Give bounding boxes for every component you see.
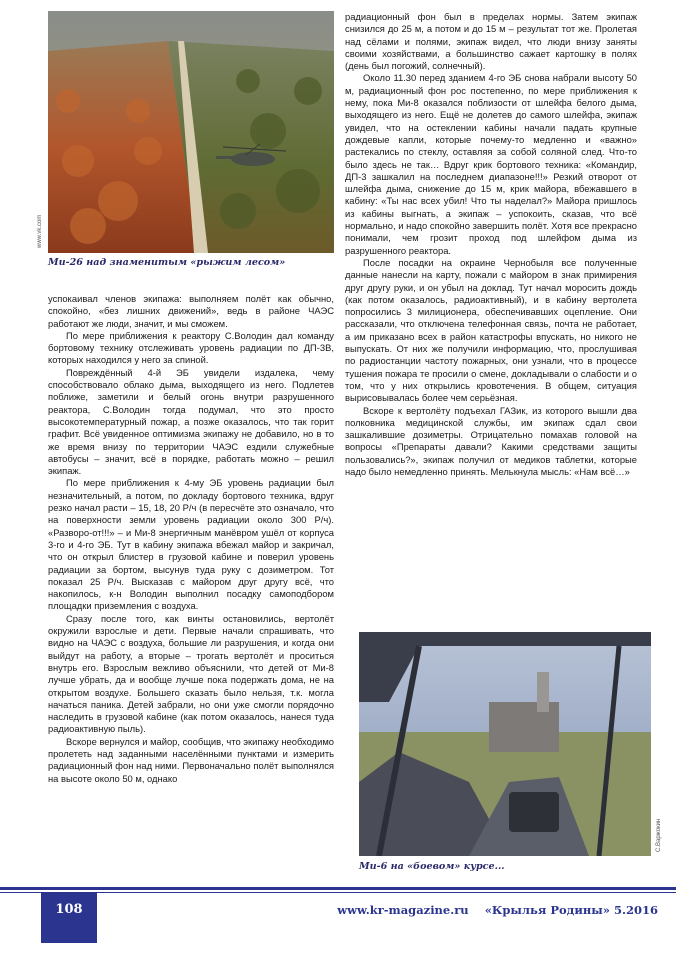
site-link[interactable]: www.kr-magazine.ru [337, 903, 469, 917]
paragraph: Вскоре к вертолёту подъехал ГАЗик, из которого вышли два полковника медицинской службы, им экипаж сдал свои зашкалившие дозиметры. Отрицательно помахав головой на вопросы «Препараты давали? Какими средствами защиты пользовались?», экипаж получил от медиков таблетки, которые надо было немедленно принять. Мелькнула мысль: «Нам всё…» [345, 404, 637, 477]
footer-masthead [337, 903, 658, 917]
magazine-issue: «Крылья Родины» 5.2016 [484, 903, 658, 917]
paragraph: По мере приближения к 4-му ЭБ уровень радиации был незначительный, а потом, по докладу бортового техника, вдруг резко начал расти – 15, 18, 20 Р/ч (в пересчёте это означало, что на поверхности земли уровень радиации около 300 Р/ч). «Разворо-от!!!» – и Ми-8 энергичным манёвром ушёл от корпуса 3-го и 4-го ЭБ. Тут в кабину экипажа вбежал майор и закричал, что он открыл блистер в грузовой кабине и поверил уровень радиации за бортом, высунув туда руку с дозиметром. Тот показал 25 Р/ч. Высказав с майором друг другу всё, что накопилось, к-н Володин выполнил посадку самоподбором площадки приземления с воздуха. [48, 477, 334, 612]
paragraph: По мере приближения к реактору С.Володин дал команду бортовому технику отслеживать уровень радиации по ДП-3В, которых находился у него за спиной. [48, 329, 334, 366]
page-number-box [41, 893, 97, 943]
paragraph: радиационный фон был в пределах нормы. Затем экипаж снизился до 25 м, а потом и до 15 м – результат тот же. Пролетая над сёлами и полями, экипаж видел, что люди внизу заняты своими хозяйствами, а большинство сажает картошку в полях (день был погожий, солнечный). [345, 11, 637, 72]
paragraph: После посадки на окраине Чернобыля все полученные данные нанесли на карту, пожали с майором в знак примирения друг другу руки, и он убыл на доклад. Тут начал моросить дождь (как потом оказалось, радиоактивный), и в кабину вертолета попросились 3 милиционера, обеспечивавших оцепление. Они рассказали, что отключена телефонная связь, почта не работает, а им приказано всех в район катастрофы впускать, но никого не выпускать. От них же получили информацию, что, прослушивая по радиостанции частоту пожарных, они узнали, что в процессе тушения пожара те просили о смене, докладывали о слабости и о том, что у них открылись кровотечения. В общем, ситуация вырисовывалась более чем серьёзная. [345, 256, 637, 404]
page-number: 108 [55, 902, 83, 917]
photo-helicopter-over-forest [48, 11, 334, 253]
photo-credit-top: www.vk.com [37, 214, 43, 248]
photo-credit-bottom: С.Варжокин [656, 818, 662, 852]
paragraph: успокаивал членов экипажа: выполняем полёт как обычно, спокойно, «без лишних движений», ведь в районе ЧАЭС работают же люди, значит, и мы сможем. [48, 293, 334, 329]
paragraph: Вскоре вернулся и майор, сообщив, что экипажу необходимо пролететь над заданными населёнными пунктами и измерить радиационный фон над ними. Первоначально полёт выполнялся на высоте около 50 м, однако [48, 735, 334, 784]
paragraph: Сразу после того, как винты остановились, вертолёт окружили взрослые и дети. Первые начали спрашивать, что видно на ЧАЭС с воздуха, большие ли разрушения, и когда они выйдут на работу, а вторые – трогать вертолёт и проситься внутрь его. Взрослым вежливо объяснили, что детей от Ми-8 лучше убрать, да и вообще лучше пока подержать дома, не на открытом воздухе. Большего сказать было нельзя, т.к. могла начаться паника. Детей забрали, но они уже смогли порядочно наследить в грузовой кабине (как потом оказалось, нанеся туда радиоактивную пыль). [48, 612, 334, 735]
paragraph: Повреждённый 4-й ЭБ увидели издалека, чему способствовало облако дыма, выходящего из него. Подлетев поближе, заметили и белый огонь внутри разрушенного реактора, С.Володин тогда подумал, что это просто высокотемпературный пожар, а позже оказалось, что так горит графит. Всё увиденное оптимизма экипажу не добавило, но в то же время внизу по территории ЧАЭС ездили служебные автобусы – значит, всё в порядке, работать можно – решил экипаж. [48, 366, 334, 477]
forest-photo-illustration [48, 11, 334, 253]
photo-caption-top: Ми-26 над знаменитым «рыжим лесом» [48, 257, 286, 268]
article-column-left [48, 293, 334, 785]
cockpit-photo-illustration [359, 632, 651, 856]
photo-caption-bottom: Ми-6 на «боевом» курсе... [359, 861, 505, 872]
paragraph: Около 11.30 перед зданием 4-го ЭБ снова набрали высоту 50 м, радиационный фон рос постепенно, по мере приближения к нему, пока Ми-8 оказался поблизости от шлейфа белого дыма, выходящего из него. Ещё не долетев до самого шлейфа, экипаж увидел, что на остеклении кабины начали падать крупные дождевые капли, которые почему-то медленно и «важно» растекались по стеклу, оставляя за собой соляной след. Что-то было здесь не так… Вдруг крик бортового техника: «Командир, ДП-3 зашкалил на последнем диапазоне!!!» Резкий отворот от шлейфа дыма, снижение до 15 м, крик майора, вбежавшего в кабину: «Ты нас всех убил! Что ты наделал?» Майора пришлось из кабины выгнать, а экипаж – успокоить, сказав, что всё нормально, и надо спокойно завершить полёт. Хотя все прекрасно понимали, чем грозит проход под шлейфом дыма из разрушенного реактора. [345, 72, 637, 256]
footer-divider-thin [0, 892, 676, 893]
photo-cockpit-view [359, 632, 651, 856]
footer-divider [0, 887, 676, 890]
article-column-right [345, 11, 637, 478]
